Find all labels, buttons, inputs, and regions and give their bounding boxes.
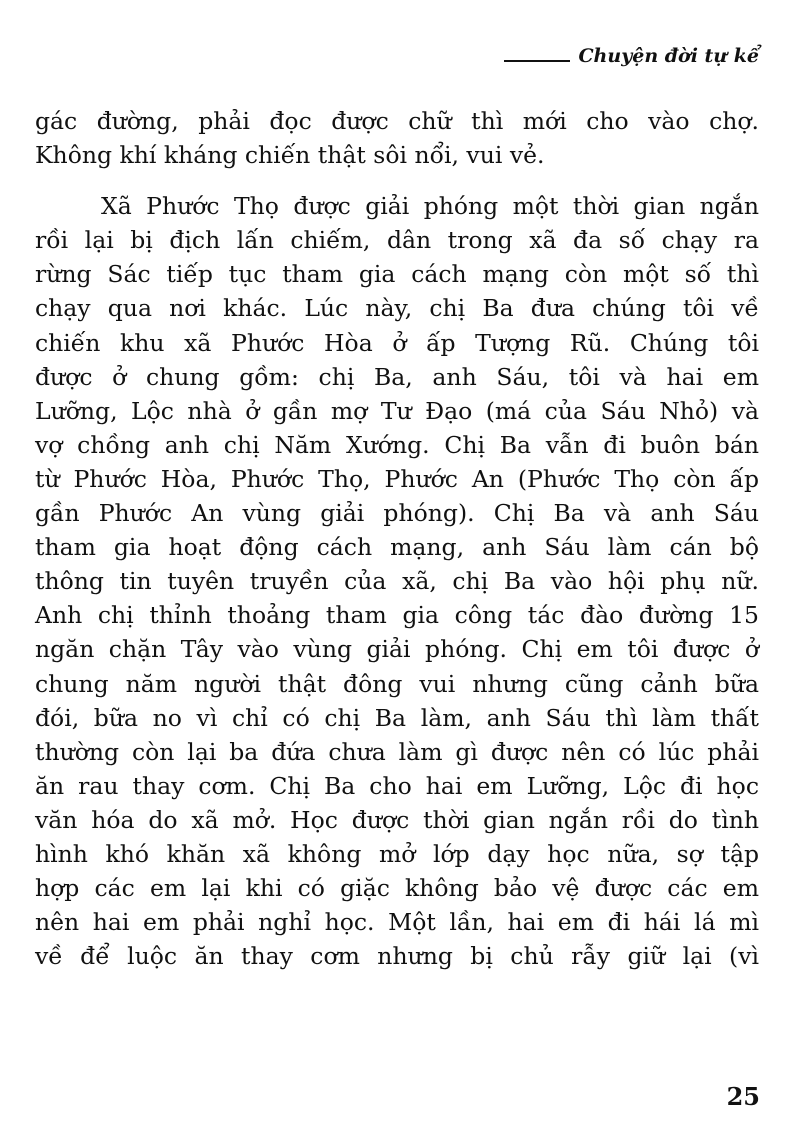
text-line: văn hóa do xã mở. Học được thời gian ngắn rồi do tình (35, 805, 759, 834)
text-line: hình khó khăn xã không mở lớp dạy học nữa, sợ tập (35, 839, 759, 868)
text-line: Anh chị thỉnh thoảng tham gia công tác đào đường 15 (35, 601, 759, 630)
text-line: nên hai em phải nghỉ học. Một lần, hai em đi hái lá mì (35, 908, 759, 937)
paragraph-continuation (35, 104, 759, 172)
text-line: chiến khu xã Phước Hòa ở ấp Tượng Rũ. Chúng tôi (35, 328, 759, 357)
header-rule (504, 60, 570, 62)
running-header (504, 44, 759, 68)
text-line: rừng Sác tiếp tục tham gia cách mạng còn một số thì (35, 260, 759, 289)
text-line: được ở chung gồm: chị Ba, anh Sáu, tôi và hai em (35, 362, 759, 391)
text-line: về để luộc ăn thay cơm nhưng bị chủ rẫy giữ lại (vì (35, 942, 759, 971)
text-line: chung năm người thật đông vui nhưng cũng cảnh bữa (35, 669, 759, 698)
text-line: ngăn chặn Tây vào vùng giải phóng. Chị em tôi được ở (35, 635, 759, 664)
body-text (35, 104, 759, 973)
page-number: 25 (726, 1082, 760, 1111)
text-line: đói, bữa no vì chỉ có chị Ba làm, anh Sáu thì làm thất (35, 703, 759, 732)
text-line: tham gia hoạt động cách mạng, anh Sáu làm cán bộ (35, 533, 759, 562)
running-title: Chuyện đời tự kể (578, 45, 759, 67)
paragraph (35, 189, 759, 973)
text-line: Không khí kháng chiến thật sôi nổi, vui vẻ. (35, 141, 545, 170)
text-line: hợp các em lại khi có giặc không bảo vệ được các em (35, 874, 759, 903)
text-line: chạy qua nơi khác. Lúc này, chị Ba đưa chúng tôi về (35, 294, 759, 323)
text-line: từ Phước Hòa, Phước Thọ, Phước An (Phước Thọ còn ấp (35, 464, 759, 493)
text-line: gần Phước An vùng giải phóng). Chị Ba và anh Sáu (35, 499, 759, 528)
text-line: rồi lại bị địch lấn chiếm, dân trong xã đa số chạy ra (35, 226, 759, 255)
text-line: thông tin tuyên truyền của xã, chị Ba vào hội phụ nữ. (35, 567, 759, 596)
text-line: thường còn lại ba đứa chưa làm gì được nên có lúc phải (35, 737, 759, 766)
text-line: ăn rau thay cơm. Chị Ba cho hai em Lưỡng, Lộc đi học (35, 771, 759, 800)
text-line: vợ chồng anh chị Năm Xướng. Chị Ba vẫn đi buôn bán (35, 430, 759, 459)
text-line: Xã Phước Thọ được giải phóng một thời gian ngắn (101, 192, 759, 221)
text-line: Lưỡng, Lộc nhà ở gần mợ Tư Đạo (má của Sáu Nhỏ) và (35, 396, 759, 425)
text-line: gác đường, phải đọc được chữ thì mới cho vào chợ. (35, 107, 759, 135)
